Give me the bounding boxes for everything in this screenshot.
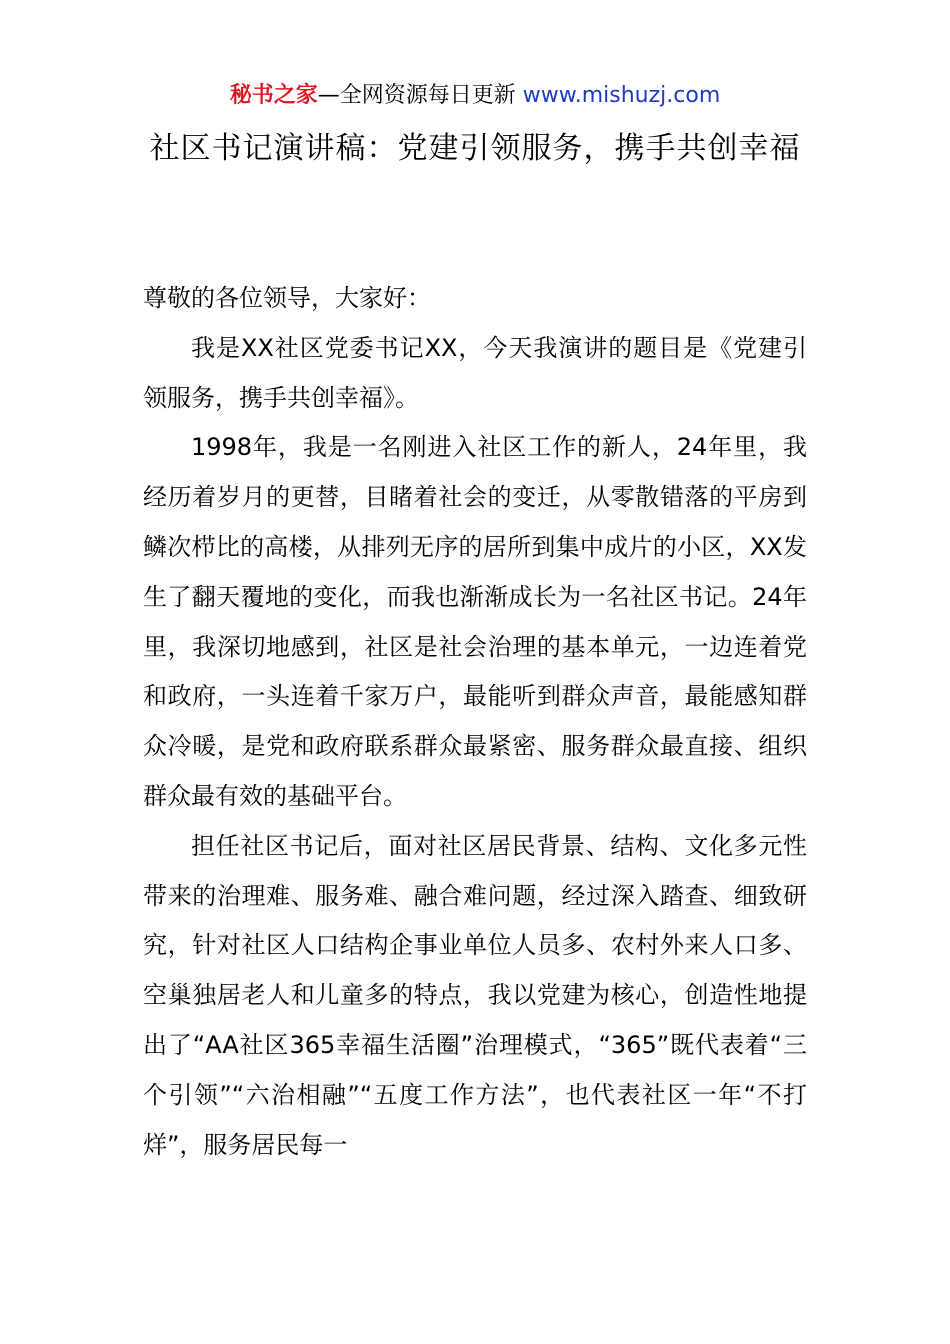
paragraph-history: 1998年，我是一名刚进入社区工作的新人，24年里，我经历着岁月的更替，目睹着社会的变迁，从零散错落的平房到鳞次栉比的高楼，从排列无序的居所到集中成片的小区，XX发生了翻天覆地的变化，而我也渐渐成长为一名社区书记。24年里，我深切地感到，社区是社会治理的基本单元，一边连着党和政府，一头连着千家万户，最能听到群众声音，最能感知群众冷暖，是党和政府联系群众最紧密、服务群众最直接、组织群众最有效的基础平台。 bbox=[143, 433, 807, 810]
site-brand: 秘书之家 bbox=[229, 83, 318, 108]
site-url[interactable]: www.mishuzj.com bbox=[522, 83, 721, 108]
document-title: 社区书记演讲稿：党建引领服务，携手共创幸福 bbox=[149, 131, 801, 166]
site-header bbox=[0, 80, 950, 112]
salutation: 尊敬的各位领导，大家好： bbox=[143, 284, 431, 312]
document-body bbox=[143, 274, 807, 1170]
paragraph-governance: 担任社区书记后，面对社区居民背景、结构、文化多元性带来的治理难、服务难、融合难问题，经过深入踏查、细致研究，针对社区人口结构企事业单位人员多、农村外来人口多、空巢独居老人和儿童多的特点，我以党建为核心，创造性地提出了“AA社区365幸福生活圈”治理模式，“365”既代表着“三个引领”“六治相融”“五度工作方法”，也代表社区一年“不打烊”，服务居民每一 bbox=[143, 831, 807, 1159]
site-tagline: —全网资源每日更新 bbox=[317, 83, 523, 108]
paragraph-intro: 我是XX社区党委书记XX，今天我演讲的题目是《党建引领服务，携手共创幸福》。 bbox=[143, 333, 807, 412]
